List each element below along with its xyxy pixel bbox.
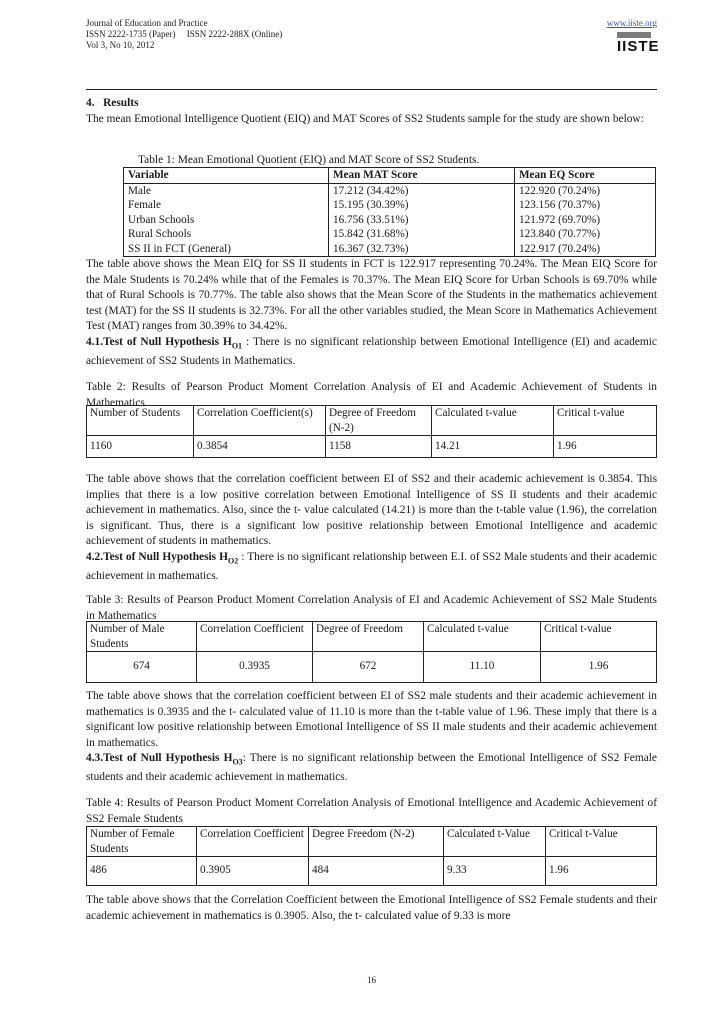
table-row [124, 227, 656, 242]
table-cell: 674 [87, 652, 197, 683]
iiste-logo [611, 32, 660, 58]
table-row [87, 857, 657, 886]
table-cell: 0.3935 [197, 652, 313, 683]
table4-caption: Table 4: Results of Pearson Product Moment Correlation Analysis of Emotional Intelligence and Academic Achievement of SS2 Female Students [86, 797, 657, 825]
table-cell: 1160 [87, 436, 194, 458]
hypothesis-2 [86, 550, 657, 584]
table3-header-cell: Number of Male Students [87, 622, 197, 652]
table-cell: 1.96 [546, 857, 657, 886]
table-cell: 486 [87, 857, 197, 886]
table1-discussion-block [86, 257, 657, 369]
hypothesis-1-text: : There is no significant relationship between Emotional Intelligence (EI) and academic achievement of SS2 Students in Mathematics. [86, 335, 657, 367]
hypothesis-3-lead: 4.3.Test of Null Hypothesis H [86, 752, 233, 765]
logo-text: IISTE [617, 38, 660, 55]
table-cell: 16.756 (33.51%) [329, 213, 515, 228]
table4-header-cell: Critical t-Value [546, 827, 657, 857]
table1-discussion: The table above shows the Mean EIQ for SS II students in FCT is 122.917 representing 70.24%. The Mean EIQ Score for the Male Students is 70.24% while that of the Females is 70.37%. The Mean EIQ Score for Urban Schools is 69.70% while that of Rural Schools is 70.77%. The table also shows that the Mean Score of the Students in the mathematics achievement test (MAT) for the SS II students is 32.73%. For all the other variables studied, the Mean Score in Mathematics Achievement Test (MAT) ranges from 30.39% to 34.42%. [86, 258, 657, 333]
table-cell: 1.96 [541, 652, 657, 683]
table4-discussion: The table above shows that the Correlation Coefficient between the Emotional Intelligence of SS2 Female students and their academic achievement in mathematics is 0.3905. Also, the t- calculated value of 9.33 is more [86, 894, 657, 922]
table-cell: 121.972 (69.70%) [515, 213, 656, 228]
journal-header [86, 18, 660, 55]
table2-header-cell: Degree of Freedom (N-2) [326, 406, 432, 436]
table3-header-cell: Degree of Freedom [313, 622, 424, 652]
table3-header-cell: Critical t-value [541, 622, 657, 652]
table2-discussion-block [86, 472, 657, 584]
results-section [86, 96, 657, 127]
hypothesis-3-text: : There is no significant relationship between the Emotional Intelligence of SS2 Female students and their academic achievement in mathematics. [86, 752, 657, 784]
table4-header-cell: Number of Female Students [87, 827, 197, 857]
table4-header-cell: Calculated t-Value [444, 827, 546, 857]
section-intro: The mean Emotional Intelligence Quotient (EIQ) and MAT Scores of SS2 Students sample for the study are shown below: [86, 112, 644, 125]
table4-header-row [87, 827, 657, 857]
table1-header-cell: Variable [124, 168, 329, 184]
table4-discussion-block [86, 893, 657, 924]
journal-name: Journal of Education and Practice [86, 18, 208, 28]
table1-header-cell: Mean EQ Score [515, 168, 656, 184]
table4 [86, 826, 657, 886]
issn-line: ISSN 2222-1735 (Paper) ISSN 2222-288X (Online) [86, 29, 283, 39]
table-cell: 122.917 (70.24%) [515, 242, 656, 257]
table3-header-cell: Calculated t-value [424, 622, 541, 652]
table4-header-cell: Degree Freedom (N-2) [309, 827, 444, 857]
table4-header-cell: Correlation Coefficient [197, 827, 309, 857]
table-cell: 484 [309, 857, 444, 886]
table1-header-row [124, 168, 656, 184]
table-row [124, 198, 656, 213]
hypothesis-1-lead: 4.1.Test of Null Hypothesis H [86, 335, 232, 348]
table3-discussion-block [86, 689, 657, 786]
hypothesis-1 [86, 335, 657, 369]
hypothesis-2-lead: 4.2.Test of Null Hypothesis H [86, 550, 228, 563]
table-cell: 17.212 (34.42%) [329, 183, 515, 198]
table2-caption: Table 2: Results of Pearson Product Moment Correlation Analysis of EI and Academic Achievement of Students in Mathematics [86, 381, 657, 409]
table3 [86, 621, 657, 683]
table-cell: 123.156 (70.37%) [515, 198, 656, 213]
table-cell: 672 [313, 652, 424, 683]
section-heading: 4. Results [86, 97, 139, 109]
journal-url-link[interactable]: www.iiste.org [606, 18, 657, 28]
table2-discussion: The table above shows that the correlation coefficient between EI of SS2 and their academic achievement is 0.3854. This implies that there is a low positive correlation between Emotional Intelligence of SS II students and their academic achievement in mathematics. Also, since the t- value calculated (14.21) is more than the t-table value (1.96), the correlation is significant. Thus, there is a significant low positive relationship between Emotional Intelligence and academic achievement of students in mathematics. [86, 473, 657, 548]
table-row [87, 652, 657, 683]
table-cell: 0.3905 [197, 857, 309, 886]
hypothesis-1-subscript: O1 [231, 341, 243, 351]
table-cell: SS II in FCT (General) [124, 242, 329, 257]
table-cell: 0.3854 [194, 436, 326, 458]
table1-header-cell: Mean MAT Score [329, 168, 515, 184]
table1-caption: Table 1: Mean Emotional Quotient (EIQ) and MAT Score of SS2 Students. [138, 154, 480, 166]
table-cell: 1.96 [554, 436, 657, 458]
hypothesis-2-text: : There is no significant relationship between E.I. of SS2 Male students and their academic achievement in mathematics. [86, 550, 657, 582]
table2-header-cell: Correlation Coefficient(s) [194, 406, 326, 436]
hypothesis-3 [86, 751, 657, 785]
table-cell: 16.367 (32.73%) [329, 242, 515, 257]
page-number: 16 [367, 975, 376, 985]
table-row [124, 242, 656, 257]
table3-caption: Table 3: Results of Pearson Product Moment Correlation Analysis of EI and Academic Achievement of SS2 Male Students in Mathematics [86, 594, 657, 622]
table2-header-cell: Critical t-value [554, 406, 657, 436]
table-row [124, 183, 656, 198]
table3-header-cell: Correlation Coefficient [197, 622, 313, 652]
table-row [87, 436, 657, 458]
table-cell: 9.33 [444, 857, 546, 886]
table-cell: Male [124, 183, 329, 198]
table-cell: 11.10 [424, 652, 541, 683]
volume-line: Vol 3, No 10, 2012 [86, 40, 155, 50]
table3-discussion: The table above shows that the correlation coefficient between EI of SS2 male students and their academic achievement in mathematics is 0.3935 and the t- calculated value of 11.10 is more than the t-table value of 1.96. These imply that there is a significant low positive relationship between Emotional Intelligence of SS II male students and their academic achievement in mathematics. [86, 690, 657, 749]
table2-header-cell: Number of Students [87, 406, 194, 436]
table-cell: 122.920 (70.24%) [515, 183, 656, 198]
table2-header-cell: Calculated t-value [432, 406, 554, 436]
table-cell: 15.195 (30.39%) [329, 198, 515, 213]
table-row [124, 213, 656, 228]
table-cell: Rural Schools [124, 227, 329, 242]
table-cell: Urban Schools [124, 213, 329, 228]
table-cell: 14.21 [432, 436, 554, 458]
table-cell: Female [124, 198, 329, 213]
table-cell: 15.842 (31.68%) [329, 227, 515, 242]
header-rule [86, 89, 657, 90]
hypothesis-3-subscript: O3 [232, 757, 243, 767]
table2 [86, 405, 657, 458]
table-cell: 123.840 (70.77%) [515, 227, 656, 242]
table3-header-row [87, 622, 657, 652]
table2-header-row [87, 406, 657, 436]
hypothesis-2-subscript: O2 [227, 556, 239, 566]
table-cell: 1158 [326, 436, 432, 458]
table1 [123, 167, 656, 257]
